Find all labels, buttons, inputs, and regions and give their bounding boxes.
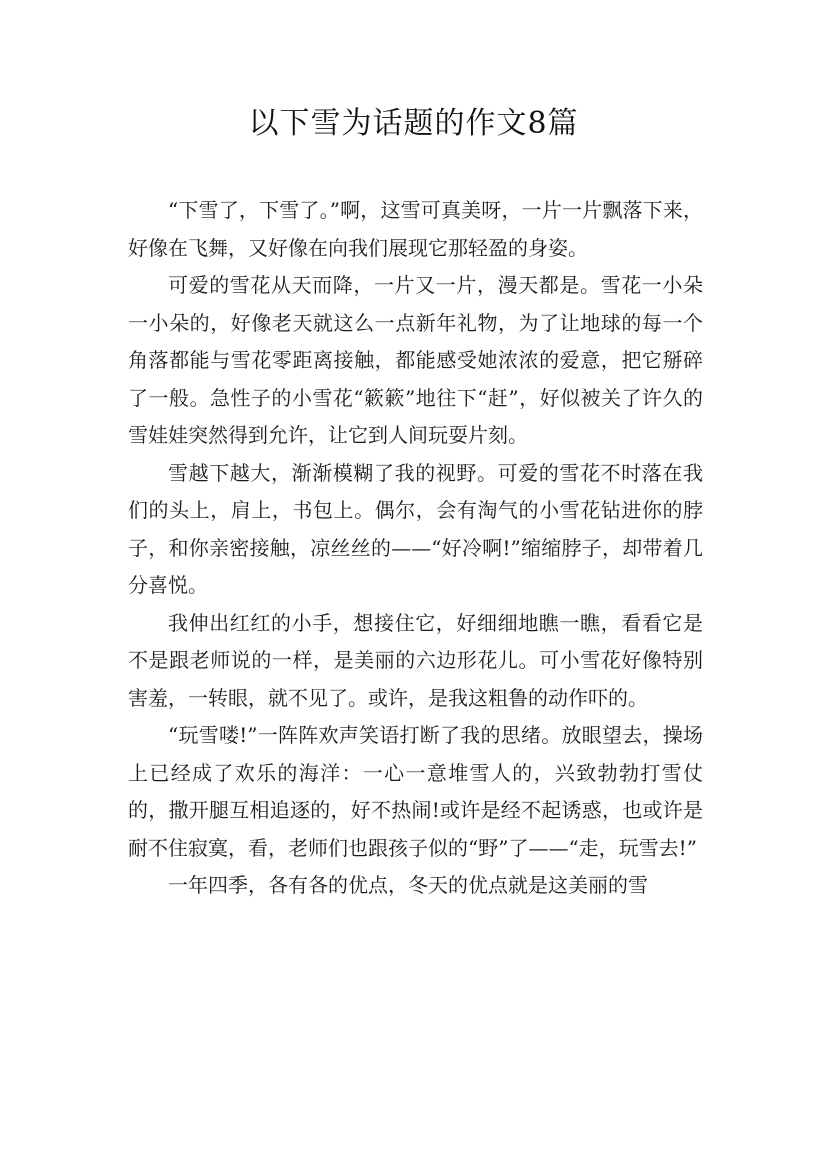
paragraph-6: 一年四季，各有各的优点，冬天的优点就是这美丽的雪 <box>168 873 648 897</box>
document-title: 以下雪为话题的作文8篇 <box>248 106 579 141</box>
paragraph-1: “下雪了，下雪了。”啊，这雪可真美呀，一片一片飘落下来，好像在飞舞，又好像在向我们展现它那轻盈的身姿。 <box>128 198 703 260</box>
paragraph-4: 我伸出红红的小手，想接住它，好细细地瞧一瞧，看看它是不是跟老师说的一样，是美丽的六边形花儿。可小雪花好像特别害羞，一转眼，就不见了。或许，是我这粗鲁的动作吓的。 <box>128 610 703 710</box>
paragraph-3: 雪越下越大，渐渐模糊了我的视野。可爱的雪花不时落在我们的头上，肩上，书包上。偶尔，会有淘气的小雪花钻进你的脖子，和你亲密接触，凉丝丝的——“好冷啊!”缩缩脖子，却带着几分喜悦。 <box>128 460 703 597</box>
paragraph-2: 可爱的雪花从天而降，一片又一片，漫天都是。雪花一小朵一小朵的，好像老天就这么一点新年礼物，为了让地球的每一个角落都能与雪花零距离接触，都能感受她浓浓的爱意，把它掰碎了一般。急性子的小雪花“簌簌”地往下“赶”，好似被关了许久的雪娃娃突然得到允许，让它到人间玩耍片刻。 <box>128 273 703 447</box>
document-body <box>128 192 703 905</box>
paragraph-5: “玩雪喽!”一阵阵欢声笑语打断了我的思绪。放眼望去，操场上已经成了欢乐的海洋：一心一意堆雪人的，兴致勃勃打雪仗的，撒开腿互相追逐的，好不热闹!或许是经不起诱惑，也或许是耐不住寂寞，看，老师们也跟孩子似的“野”了——“走，玩雪去!” <box>128 723 703 860</box>
